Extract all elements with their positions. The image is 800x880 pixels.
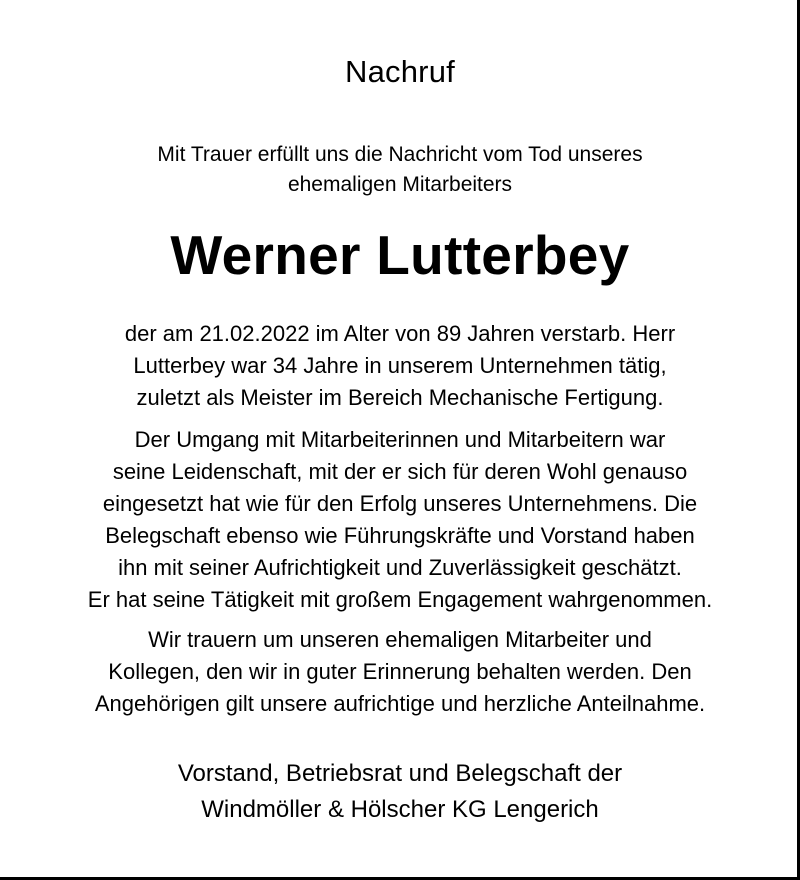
deceased-name: Werner Lutterbey <box>170 224 630 286</box>
text-line: seine Leidenschaft, mit der er sich für deren Wohl genauso <box>112 459 688 484</box>
text-line: ihn mit seiner Aufrichtigkeit und Zuverlässigkeit geschätzt. <box>118 555 682 580</box>
signature-line: Windmöller & Hölscher KG Lengerich <box>201 796 599 823</box>
paragraph-biography <box>0 318 800 414</box>
text-line: Wir trauern um unseren ehemaligen Mitarbeiter und <box>148 627 652 652</box>
text-line: Lutterbey war 34 Jahre in unserem Unternehmen tätig, <box>133 353 667 378</box>
notice-heading: Nachruf <box>345 54 455 89</box>
text-line: zuletzt als Meister im Bereich Mechanische Fertigung. <box>136 385 664 410</box>
intro-text <box>0 140 800 200</box>
signature <box>0 756 800 828</box>
paragraph-tribute <box>0 424 800 616</box>
intro-line: Mit Trauer erfüllt uns die Nachricht vom Tod unseres <box>157 143 643 166</box>
text-line: der am 21.02.2022 im Alter von 89 Jahren verstarb. Herr <box>124 321 676 346</box>
signature-line: Vorstand, Betriebsrat und Belegschaft der <box>177 760 623 787</box>
text-line: Der Umgang mit Mitarbeiterinnen und Mitarbeitern war <box>134 427 666 452</box>
text-line: eingesetzt hat wie für den Erfolg unseres Unternehmens. Die <box>102 491 698 516</box>
text-line: Er hat seine Tätigkeit mit großem Engagement wahrgenommen. <box>87 587 713 612</box>
intro-line: ehemaligen Mitarbeiters <box>287 173 513 196</box>
text-line: Kollegen, den wir in guter Erinnerung behalten werden. Den <box>108 659 692 684</box>
paragraph-condolence <box>0 624 800 720</box>
text-line: Angehörigen gilt unsere aufrichtige und herzliche Anteilnahme. <box>94 691 706 716</box>
text-line: Belegschaft ebenso wie Führungskräfte und Vorstand haben <box>105 523 695 548</box>
